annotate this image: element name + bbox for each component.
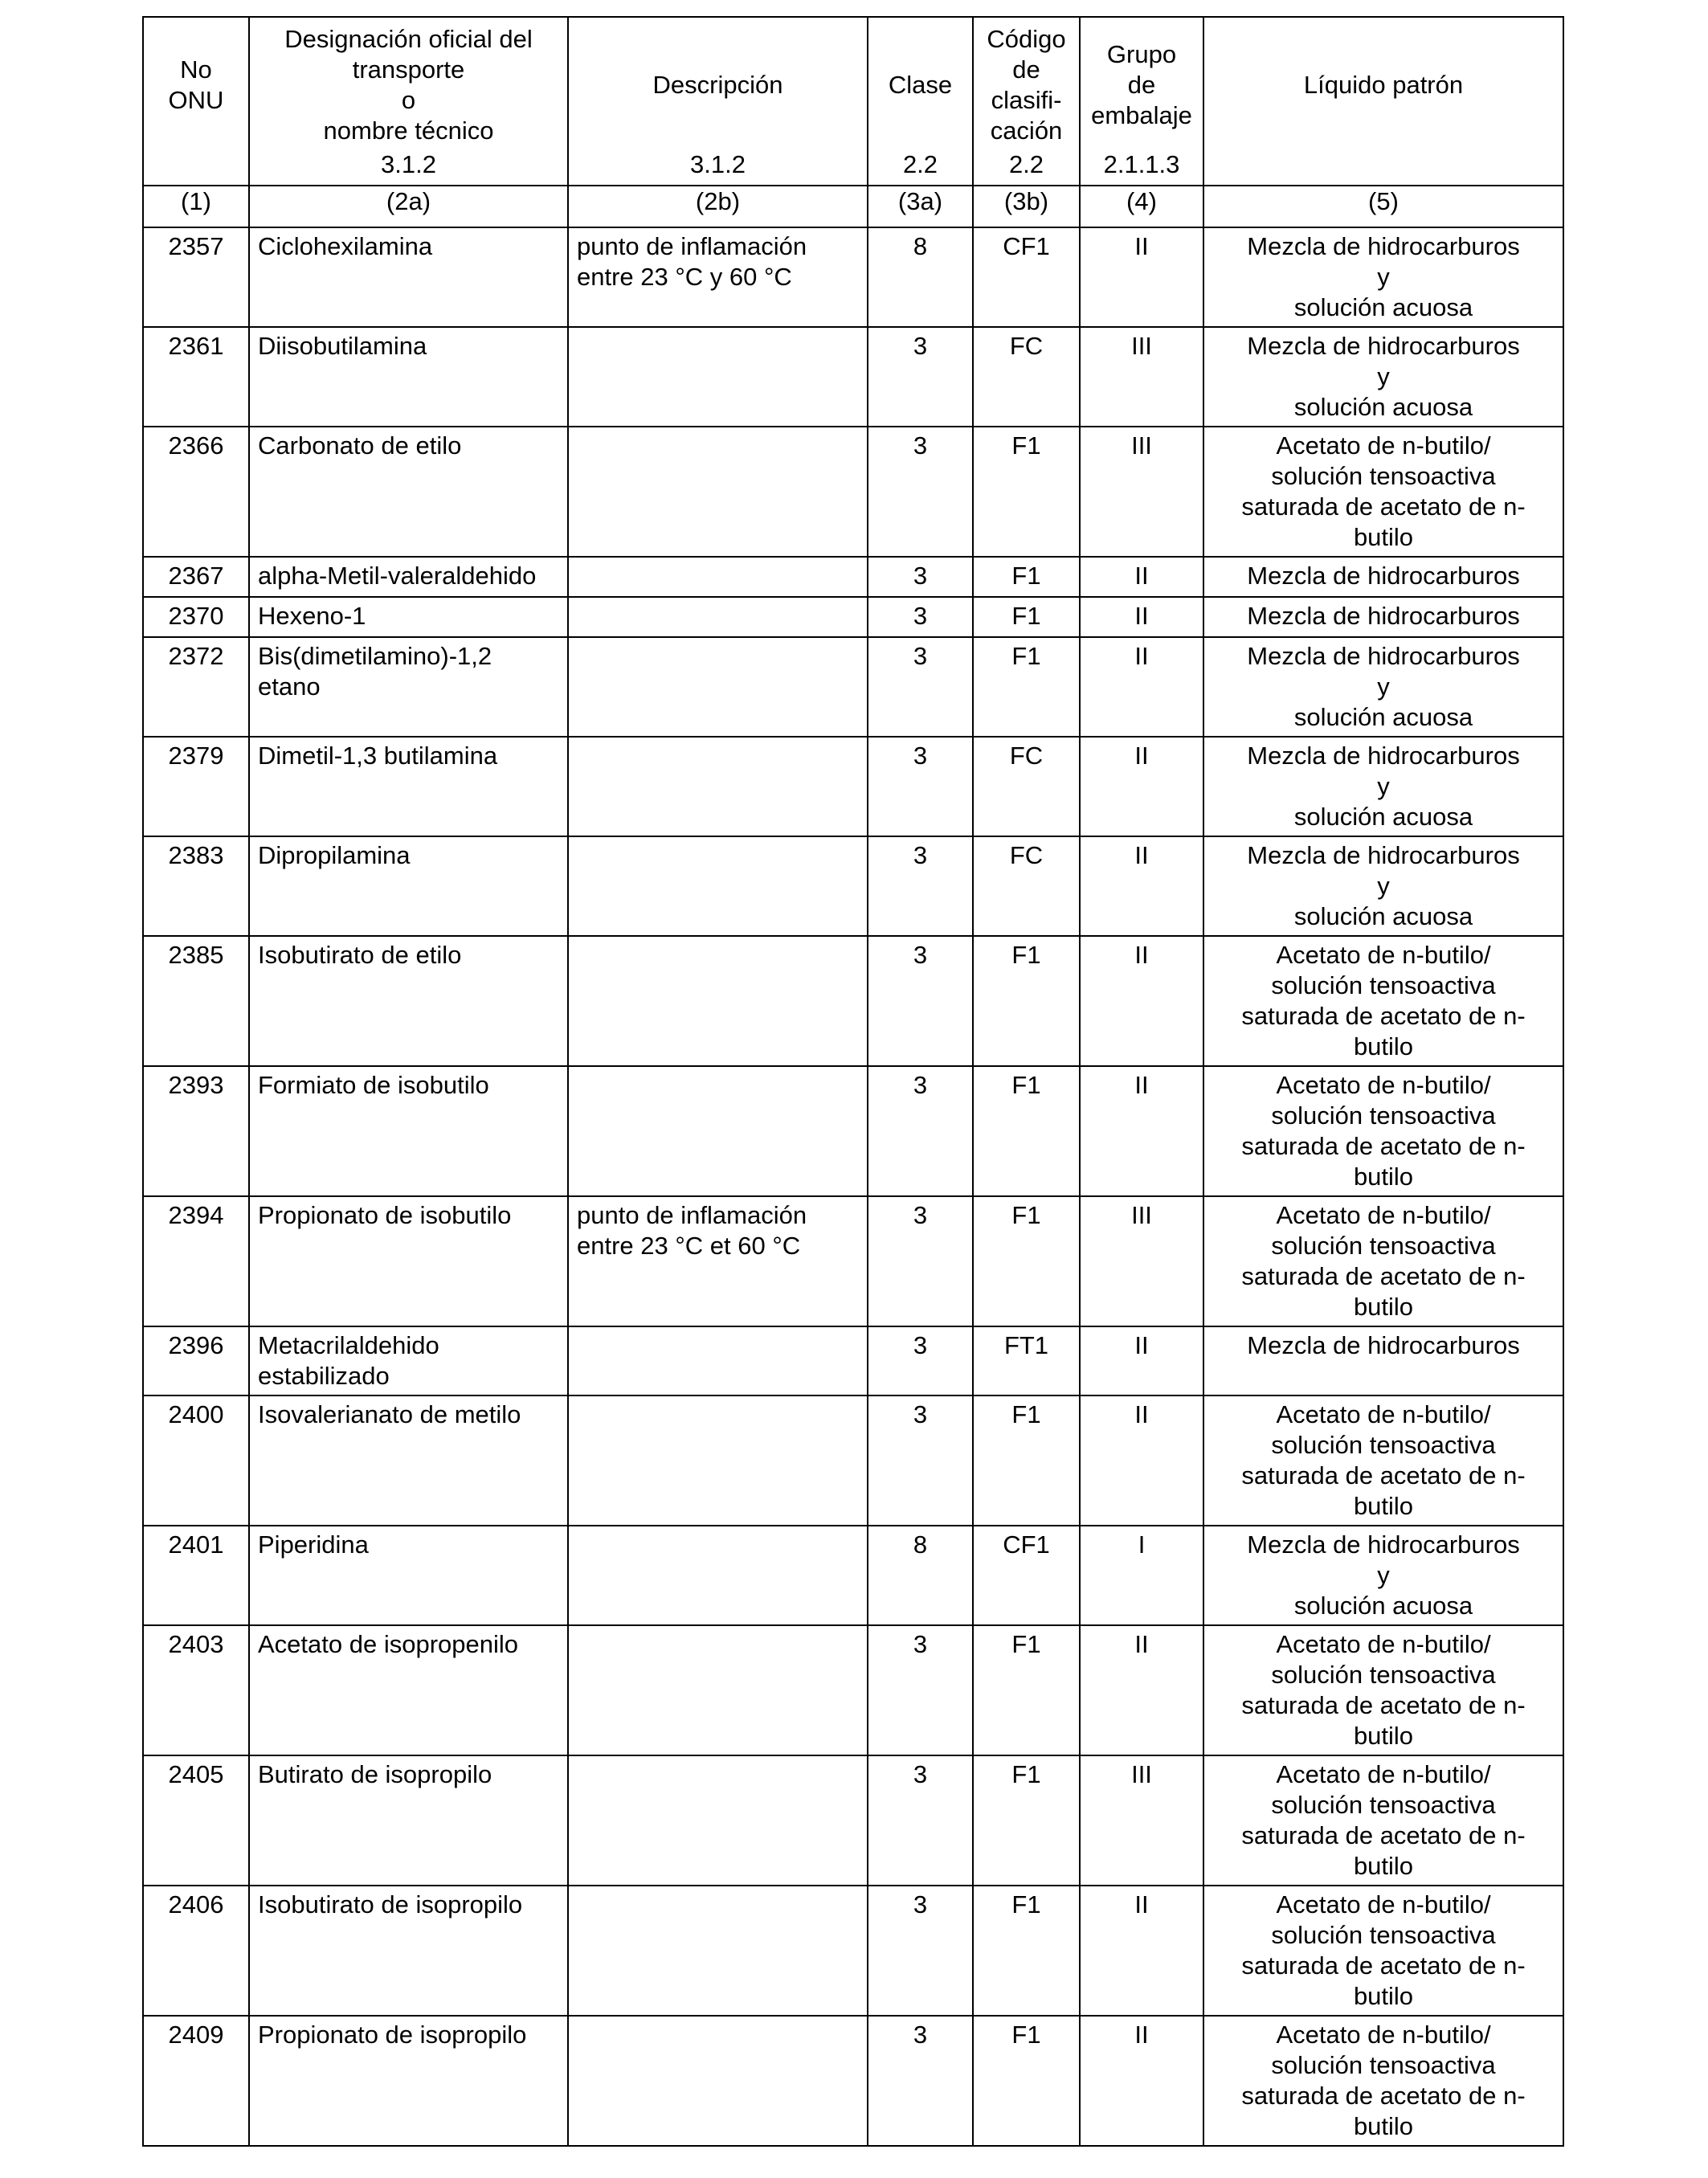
header-grupo-ref: 2.1.1.3 (1103, 150, 1180, 178)
classification-code-cell: F1 (973, 2016, 1080, 2146)
class-cell: 3 (868, 1625, 973, 1755)
class-cell: 3 (868, 1196, 973, 1326)
designation-cell: Isobutirato de isopropilo (249, 1886, 568, 2016)
packing-group-cell: III (1080, 327, 1203, 427)
description-cell (568, 557, 868, 597)
table-row (143, 2016, 1563, 2146)
onu-number-cell: 2357 (143, 227, 249, 327)
standard-liquid-cell: Acetato de n-butilo/ solución tensoactiva saturada de acetato de n- butilo (1203, 1625, 1563, 1755)
class-cell: 3 (868, 1395, 973, 1526)
class-cell: 8 (868, 1526, 973, 1625)
table-row (143, 836, 1563, 936)
onu-number-cell: 2383 (143, 836, 249, 936)
designation-cell: Propionato de isopropilo (249, 2016, 568, 2146)
table-row (143, 327, 1563, 427)
onu-number-cell: 2400 (143, 1395, 249, 1526)
designation-cell: Piperidina (249, 1526, 568, 1625)
table-row (143, 597, 1563, 637)
packing-group-cell: II (1080, 637, 1203, 737)
table-row (143, 1326, 1563, 1395)
packing-group-cell: III (1080, 427, 1203, 557)
designation-cell: Diisobutilamina (249, 327, 568, 427)
classification-code-cell: F1 (973, 1066, 1080, 1196)
class-cell: 3 (868, 836, 973, 936)
designation-cell: Carbonato de etilo (249, 427, 568, 557)
class-cell: 8 (868, 227, 973, 327)
standard-liquid-cell: Mezcla de hidrocarburos y solución acuosa (1203, 737, 1563, 836)
standard-liquid-cell: Mezcla de hidrocarburos y solución acuosa (1203, 227, 1563, 327)
header-descripcion-ref: 3.1.2 (690, 150, 746, 178)
header-descripcion-label: Descripción (652, 71, 783, 99)
standard-liquid-cell: Mezcla de hidrocarburos (1203, 1326, 1563, 1395)
onu-number-cell: 2370 (143, 597, 249, 637)
designation-cell: Isobutirato de etilo (249, 936, 568, 1066)
table-row (143, 1066, 1563, 1196)
packing-group-cell: II (1080, 836, 1203, 936)
designation-cell: alpha-Metil-valeraldehido (249, 557, 568, 597)
onu-number-cell: 2403 (143, 1625, 249, 1755)
table-row (143, 637, 1563, 737)
classification-code-cell: FT1 (973, 1326, 1080, 1395)
table-row (143, 227, 1563, 327)
header-no-onu-label: No ONU (168, 55, 224, 114)
class-cell: 3 (868, 1886, 973, 2016)
classification-code-cell: F1 (973, 1395, 1080, 1526)
header-clase-label: Clase (888, 71, 953, 99)
designation-cell: Dimetil-1,3 butilamina (249, 737, 568, 836)
class-cell: 3 (868, 737, 973, 836)
classification-code-cell: F1 (973, 427, 1080, 557)
standard-liquid-cell: Mezcla de hidrocarburos y solución acuosa (1203, 836, 1563, 936)
header-liquido (1203, 17, 1563, 186)
table-row (143, 427, 1563, 557)
header-designacion-label: Designación oficial del transporte o nombre técnico (284, 25, 533, 145)
designation-cell: Ciclohexilamina (249, 227, 568, 327)
onu-number-cell: 2409 (143, 2016, 249, 2146)
standard-liquid-cell: Mezcla de hidrocarburos y solución acuosa (1203, 327, 1563, 427)
header-grupo-label: Grupo de embalaje (1091, 40, 1192, 129)
header-descripcion (568, 17, 868, 186)
column-number-row (143, 186, 1563, 227)
classification-code-cell: FC (973, 836, 1080, 936)
description-cell: punto de inflamación entre 23 °C y 60 °C (568, 227, 868, 327)
standard-liquid-cell: Mezcla de hidrocarburos y solución acuosa (1203, 637, 1563, 737)
column-number: (3b) (973, 186, 1080, 227)
class-cell: 3 (868, 637, 973, 737)
standard-liquid-cell: Acetato de n-butilo/ solución tensoactiva saturada de acetato de n- butilo (1203, 427, 1563, 557)
class-cell: 3 (868, 1326, 973, 1395)
classification-code-cell: F1 (973, 1886, 1080, 2016)
onu-number-cell: 2372 (143, 637, 249, 737)
description-cell (568, 737, 868, 836)
designation-cell: Metacrilaldehido estabilizado (249, 1326, 568, 1395)
designation-cell: Formiato de isobutilo (249, 1066, 568, 1196)
classification-code-cell: F1 (973, 936, 1080, 1066)
table-row (143, 1395, 1563, 1526)
description-cell (568, 1326, 868, 1395)
class-cell: 3 (868, 557, 973, 597)
description-cell (568, 1395, 868, 1526)
standard-liquid-cell: Acetato de n-butilo/ solución tensoactiva saturada de acetato de n- butilo (1203, 1196, 1563, 1326)
classification-code-cell: FC (973, 737, 1080, 836)
designation-cell: Dipropilamina (249, 836, 568, 936)
class-cell: 3 (868, 597, 973, 637)
header-no-onu (143, 17, 249, 186)
table-row (143, 557, 1563, 597)
column-number: (3a) (868, 186, 973, 227)
standard-liquid-cell: Acetato de n-butilo/ solución tensoactiva saturada de acetato de n- butilo (1203, 1755, 1563, 1886)
onu-number-cell: 2385 (143, 936, 249, 1066)
table-body (143, 227, 1563, 2146)
class-cell: 3 (868, 1755, 973, 1886)
classification-code-cell: F1 (973, 1755, 1080, 1886)
packing-group-cell: III (1080, 1755, 1203, 1886)
class-cell: 3 (868, 2016, 973, 2146)
standard-liquid-cell: Mezcla de hidrocarburos (1203, 597, 1563, 637)
packing-group-cell: II (1080, 1886, 1203, 2016)
description-cell (568, 1625, 868, 1755)
description-cell (568, 427, 868, 557)
designation-cell: Isovalerianato de metilo (249, 1395, 568, 1526)
classification-code-cell: F1 (973, 637, 1080, 737)
column-number: (1) (143, 186, 249, 227)
table-header-row (143, 17, 1563, 186)
class-cell: 3 (868, 1066, 973, 1196)
standard-liquid-cell: Acetato de n-butilo/ solución tensoactiva saturada de acetato de n- butilo (1203, 1066, 1563, 1196)
onu-number-cell: 2396 (143, 1326, 249, 1395)
header-codigo-label: Código de clasifi- cación (987, 25, 1066, 145)
packing-group-cell: II (1080, 227, 1203, 327)
header-grupo (1080, 17, 1203, 186)
packing-group-cell: II (1080, 936, 1203, 1066)
standard-liquid-cell: Mezcla de hidrocarburos y solución acuosa (1203, 1526, 1563, 1625)
table-row (143, 1526, 1563, 1625)
classification-code-cell: F1 (973, 1625, 1080, 1755)
standard-liquid-cell: Acetato de n-butilo/ solución tensoactiva saturada de acetato de n- butilo (1203, 2016, 1563, 2146)
description-cell (568, 836, 868, 936)
onu-number-cell: 2401 (143, 1526, 249, 1625)
table-row (143, 737, 1563, 836)
packing-group-cell: II (1080, 1326, 1203, 1395)
classification-code-cell: F1 (973, 1196, 1080, 1326)
classification-code-cell: CF1 (973, 1526, 1080, 1625)
description-cell (568, 637, 868, 737)
header-codigo (973, 17, 1080, 186)
header-designacion (249, 17, 568, 186)
designation-cell: Hexeno-1 (249, 597, 568, 637)
packing-group-cell: II (1080, 2016, 1203, 2146)
header-clase-ref: 2.2 (902, 150, 938, 178)
packing-group-cell: II (1080, 557, 1203, 597)
packing-group-cell: II (1080, 1066, 1203, 1196)
onu-number-cell: 2405 (143, 1755, 249, 1886)
table-row (143, 1755, 1563, 1886)
onu-number-cell: 2367 (143, 557, 249, 597)
designation-cell: Butirato de isopropilo (249, 1755, 568, 1886)
header-clase (868, 17, 973, 186)
description-cell (568, 1526, 868, 1625)
standard-liquid-cell: Acetato de n-butilo/ solución tensoactiva saturada de acetato de n- butilo (1203, 936, 1563, 1066)
designation-cell: Propionato de isobutilo (249, 1196, 568, 1326)
table-row (143, 936, 1563, 1066)
standard-liquid-cell: Mezcla de hidrocarburos (1203, 557, 1563, 597)
description-cell (568, 597, 868, 637)
packing-group-cell: II (1080, 1625, 1203, 1755)
onu-number-cell: 2393 (143, 1066, 249, 1196)
column-number: (2a) (249, 186, 568, 227)
classification-code-cell: F1 (973, 557, 1080, 597)
description-cell (568, 327, 868, 427)
designation-cell: Acetato de isopropenilo (249, 1625, 568, 1755)
class-cell: 3 (868, 427, 973, 557)
table-row (143, 1886, 1563, 2016)
standard-liquid-cell: Acetato de n-butilo/ solución tensoactiva saturada de acetato de n- butilo (1203, 1886, 1563, 2016)
designation-cell: Bis(dimetilamino)-1,2 etano (249, 637, 568, 737)
class-cell: 3 (868, 936, 973, 1066)
standard-liquid-cell: Acetato de n-butilo/ solución tensoactiva saturada de acetato de n- butilo (1203, 1395, 1563, 1526)
header-codigo-ref: 2.2 (1008, 150, 1044, 178)
column-number: (4) (1080, 186, 1203, 227)
packing-group-cell: II (1080, 1395, 1203, 1526)
packing-group-cell: II (1080, 597, 1203, 637)
onu-number-cell: 2406 (143, 1886, 249, 2016)
description-cell: punto de inflamación entre 23 °C et 60 °C (568, 1196, 868, 1326)
description-cell (568, 1755, 868, 1886)
description-cell (568, 2016, 868, 2146)
table-row (143, 1625, 1563, 1755)
header-designacion-ref: 3.1.2 (381, 150, 436, 178)
onu-number-cell: 2394 (143, 1196, 249, 1326)
classification-code-cell: F1 (973, 597, 1080, 637)
table-row (143, 1196, 1563, 1326)
packing-group-cell: III (1080, 1196, 1203, 1326)
class-cell: 3 (868, 327, 973, 427)
column-number: (5) (1203, 186, 1563, 227)
description-cell (568, 1066, 868, 1196)
onu-number-cell: 2379 (143, 737, 249, 836)
classification-code-cell: CF1 (973, 227, 1080, 327)
packing-group-cell: I (1080, 1526, 1203, 1625)
packing-group-cell: II (1080, 737, 1203, 836)
classification-code-cell: FC (973, 327, 1080, 427)
onu-number-cell: 2366 (143, 427, 249, 557)
onu-number-cell: 2361 (143, 327, 249, 427)
description-cell (568, 1886, 868, 2016)
description-cell (568, 936, 868, 1066)
header-liquido-label: Líquido patrón (1303, 71, 1464, 99)
column-number: (2b) (568, 186, 868, 227)
substances-table (142, 16, 1564, 2147)
